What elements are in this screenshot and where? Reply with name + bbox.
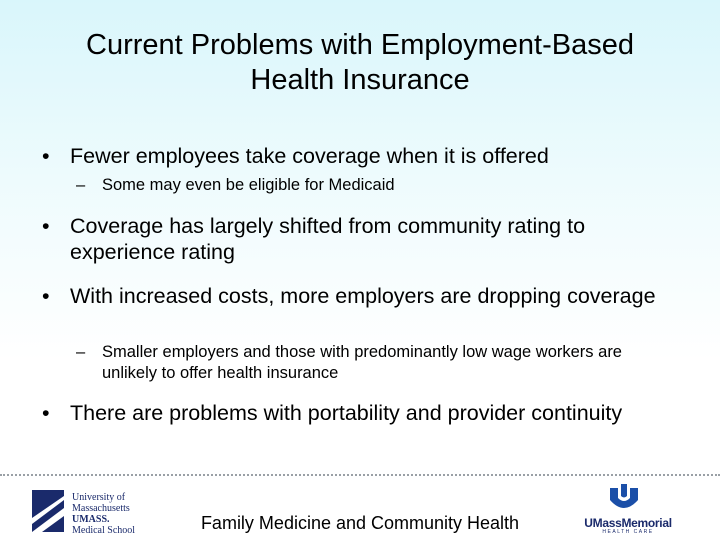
bullet-text: Fewer employees take coverage when it is offered <box>70 144 549 168</box>
umass-medical-school-logo <box>30 488 142 534</box>
umass-logo-text: University of Massachusetts UMASS. Medical School <box>72 492 136 536</box>
sub-bullet-item <box>76 175 676 196</box>
slide-title <box>20 28 700 98</box>
bullet-dot: • <box>42 284 50 308</box>
footer-department-text: Family Medicine and Community Health <box>200 513 520 533</box>
umass-memorial-logo <box>578 484 678 536</box>
title-line-2: Health Insurance <box>250 64 470 96</box>
sub-bullet-dash: – <box>76 343 86 361</box>
sub-bullet-dash: – <box>76 176 86 194</box>
bullet-text: With increased costs, more employers are dropping coverage <box>70 284 656 308</box>
umass-logo-mark-icon <box>30 488 66 534</box>
sub-bullet-text: Some may even be eligible for Medicaid <box>102 176 395 194</box>
umass-memorial-name: UMassMemorial <box>584 516 672 530</box>
umass-memorial-logo-mark-icon <box>608 484 640 514</box>
bullet-dot: • <box>42 144 50 168</box>
title-line-1: Current Problems with Employment-Based <box>86 29 634 61</box>
bullet-dot: • <box>42 214 50 238</box>
bullet-text: Coverage has largely shifted from community rating to experience rating <box>70 214 586 264</box>
bullet-text: There are problems with portability and provider continuity <box>70 401 623 425</box>
bullet-item <box>42 213 682 265</box>
bullet-item <box>42 143 682 169</box>
sub-bullet-item <box>76 342 676 384</box>
umass-memorial-subtitle: HEALTH CARE <box>602 529 654 535</box>
bullet-dot: • <box>42 401 50 425</box>
bullet-item <box>42 400 682 426</box>
sub-bullet-text: Smaller employers and those with predominantly low wage workers are unlikely to offer health insurance <box>102 343 622 382</box>
bullet-item <box>42 283 682 309</box>
footer-divider <box>0 474 720 476</box>
